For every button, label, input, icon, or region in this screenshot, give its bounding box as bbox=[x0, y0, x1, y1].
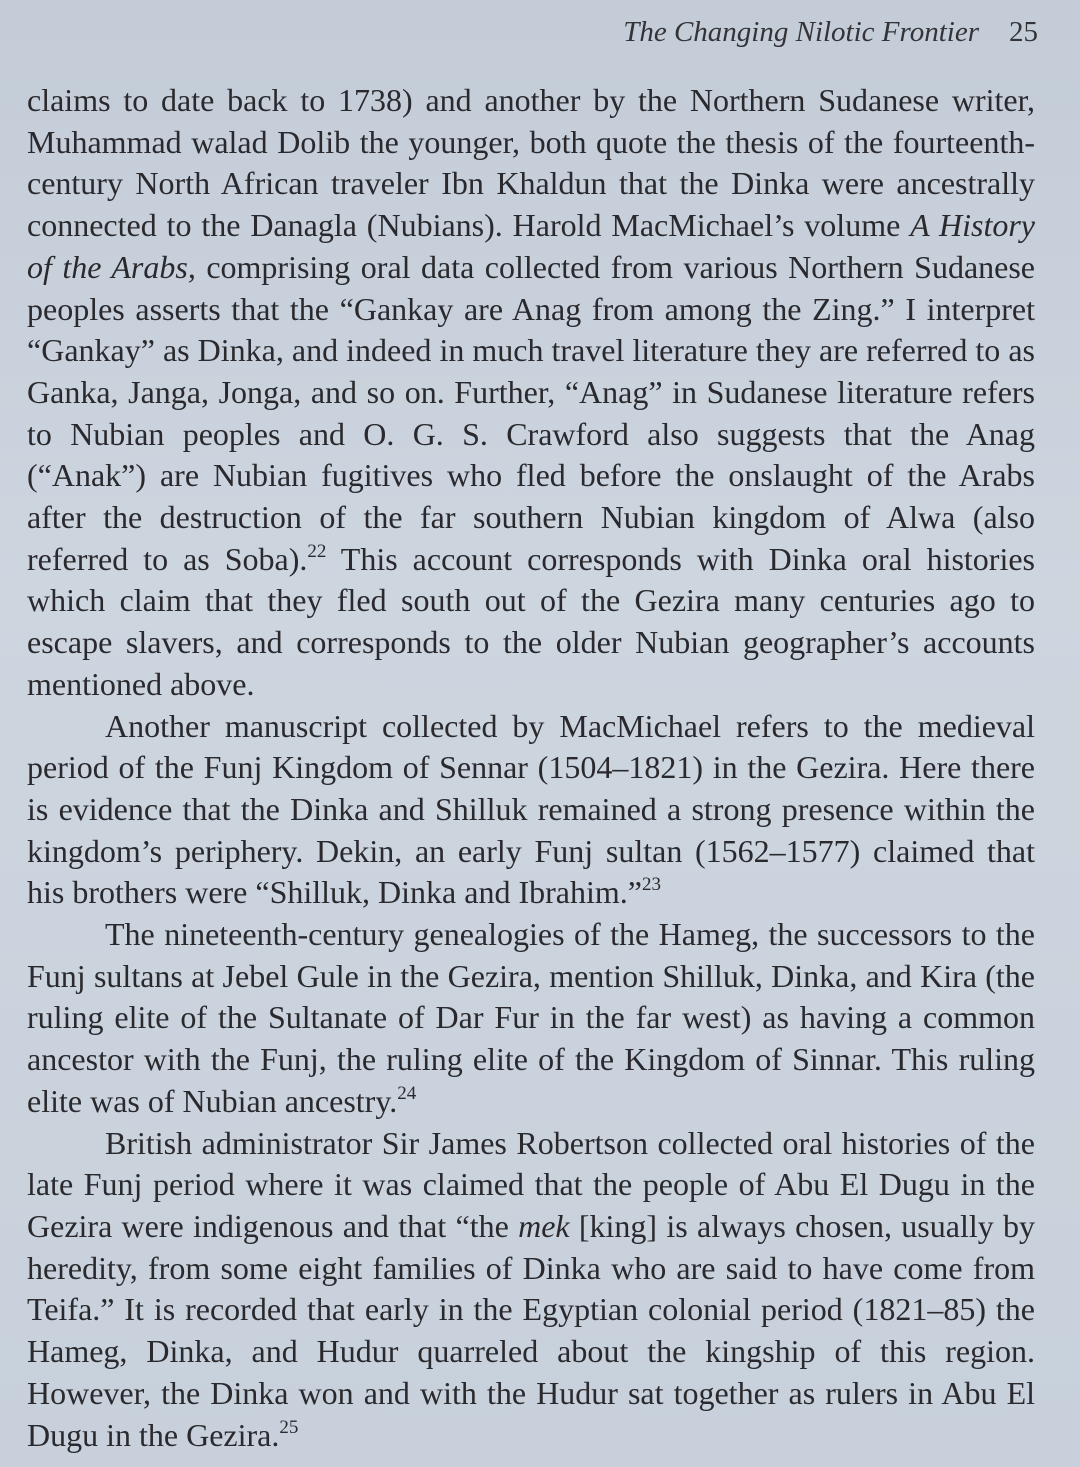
text-run: This account corresponds with Dinka oral histories which claim that they fled south out of the Gezira many centuries ago to escape slavers, and corresponds to the older Nubian geographer’s accounts mentioned above. bbox=[27, 540, 1035, 702]
running-header-title: The Changing Nilotic Frontier bbox=[623, 16, 979, 48]
body-paragraph bbox=[27, 914, 1035, 1123]
text-run: British administrator Sir James Robertson collected oral histories of the late Funj period where it was claimed that the people of Abu El Dugu in the Gezira were indigenous and that “the bbox=[27, 1124, 1035, 1244]
text-run: Another manuscript collected by MacMichael refers to the medieval period of the Funj Kingdom of Sennar (1504–1821) in the Gezira. Here there is evidence that the Dinka and Shilluk remained a strong presence within the kingdom’s periphery. Dekin, an early Funj sultan (1562–1577) claimed that his brothers were “Shilluk, Dinka and Ibrahim.” bbox=[27, 707, 1035, 911]
body-paragraph bbox=[27, 706, 1035, 915]
page-number: 25 bbox=[1009, 16, 1038, 48]
italic-text: A History of the Arabs, bbox=[27, 207, 1035, 285]
running-header bbox=[623, 14, 1038, 50]
text-run: comprising oral data collected from various Northern Sudanese peoples asserts that the “Gankay are Anag from among the Zing.” I interpret “Gankay” as Dinka, and indeed in much travel literature they are referred to as Ganka, Janga, Jonga, and so on. Further, “Anag” in Sudanese literature refers to Nubian peoples and O. G. S. Crawford also suggests that the Anag (“Anak”) are Nubian fugitives who fled before the onslaught of the Arabs after the destruction of the far southern Nubian kingdom of Alwa (also referred to as Soba). bbox=[27, 248, 1035, 577]
footnote-reference: 24 bbox=[397, 1082, 417, 1104]
footnote-reference: 23 bbox=[641, 874, 661, 896]
footnote-reference: 25 bbox=[279, 1416, 299, 1438]
text-run: The nineteenth-century genealogies of the Hameg, the successors to the Funj sultans at Jebel Gule in the Gezira, mention Shilluk, Dinka, and Kira (the ruling elite of the Sultanate of Dar Fur in the far west) as having a common ancestor with the Funj, the ruling elite of the Kingdom of Sinnar. This ruling elite was of Nubian ancestry. bbox=[27, 916, 1035, 1119]
footnote-reference: 22 bbox=[307, 540, 327, 562]
body-paragraph bbox=[27, 1123, 1035, 1457]
italic-text: mek bbox=[518, 1207, 570, 1244]
text-run: [king] is always chosen, usually by heredity, from some eight families of Dinka who are said to have come from Teifa.” It is recorded that early in the Egyptian colonial period (1821–85) the Hameg, Dinka, and Hudur quarreled about the kingship of this region. However, the Dinka won and with the Hudur sat together as rulers in Abu El Dugu in the Gezira. bbox=[27, 1207, 1036, 1453]
body-text bbox=[27, 80, 1035, 1456]
body-paragraph bbox=[27, 80, 1035, 706]
text-run: claims to date back to 1738) and another by the Northern Sudanese writer, Muhammad walad Dolib the younger, both quote the thesis of the fourteenth-century North African traveler Ibn Khaldun that the Dinka were ancestrally connected to the Danagla (Nubians). Harold MacMichael’s volume bbox=[27, 82, 1035, 244]
